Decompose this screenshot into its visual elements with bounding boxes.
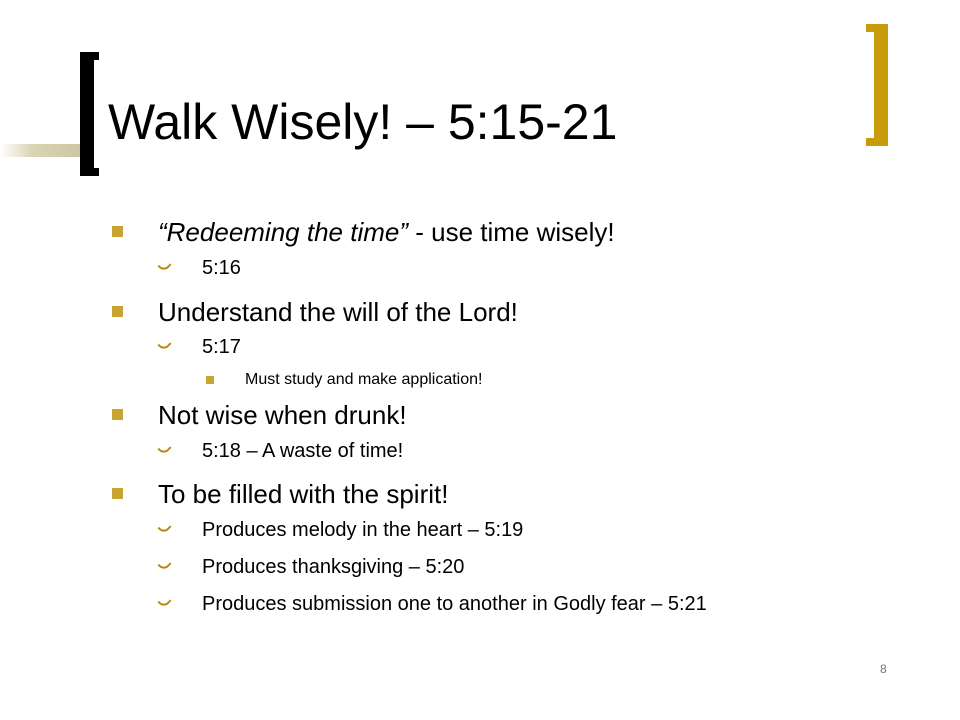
sub-bullet-item: 5:18 – A waste of time! [202,440,404,462]
square-bullet-icon [112,226,123,237]
left-bracket-decoration [80,52,99,176]
sub-bullet-item: 5:17 [202,336,241,358]
sub-bullet-item: Produces melody in the heart – 5:19 [202,519,524,541]
hook-bullet-icon [157,557,171,571]
hook-bullet-icon [157,258,171,272]
hook-bullet-icon [157,594,171,608]
hook-bullet-icon [157,520,171,534]
bullet-quote: “Redeeming the time” [158,217,408,247]
bullet-item: Understand the will of the Lord! [158,297,518,327]
sub-bullet-item: Produces thanksgiving – 5:20 [202,556,465,578]
bullet-item [158,217,615,247]
small-square-bullet-icon [206,376,214,384]
sub-bullet-item: Produces submission one to another in Godly fear – 5:21 [202,593,707,615]
sub-bullet-item: 5:16 [202,257,241,279]
slide-title: Walk Wisely! – 5:15-21 [108,94,618,150]
page-number: 8 [880,662,887,676]
hook-bullet-icon [157,337,171,351]
square-bullet-icon [112,306,123,317]
right-bracket-decoration [866,24,888,146]
bullet-item: Not wise when drunk! [158,400,407,430]
square-bullet-icon [112,488,123,499]
bullet-text: - use time wisely! [408,217,615,247]
sub-sub-bullet-item: Must study and make application! [245,371,483,388]
bullet-item: To be filled with the spirit! [158,479,449,509]
hook-bullet-icon [157,441,171,455]
square-bullet-icon [112,409,123,420]
